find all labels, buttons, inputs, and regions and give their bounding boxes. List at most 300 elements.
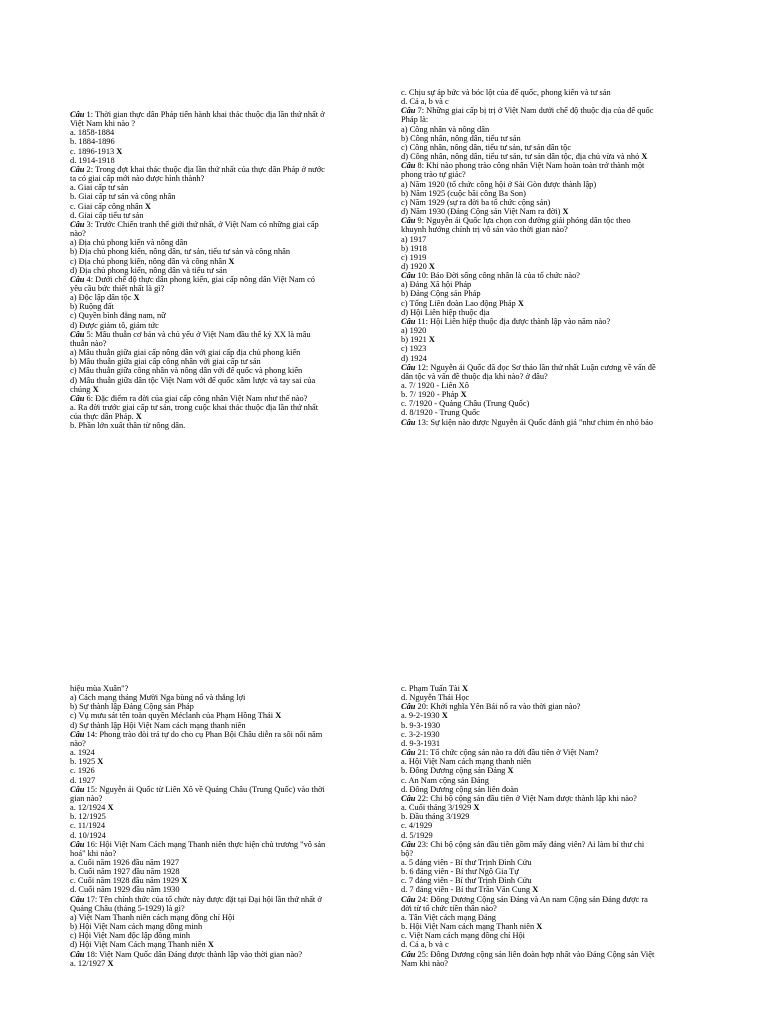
question-number: 20 <box>417 702 426 712</box>
text-line <box>401 134 711 143</box>
line-text: b) 1921 <box>401 335 427 345</box>
question-number: 1 <box>86 110 91 119</box>
question-text: : Đông Dương Cộng sản Đảng và An nam Cộng sản Đảng được ra <box>425 894 648 904</box>
question-number: 8 <box>417 161 422 171</box>
question-line <box>401 950 711 959</box>
answer-mark: X <box>92 384 99 394</box>
text-line <box>401 143 711 152</box>
text-line <box>70 913 370 922</box>
text-line <box>70 412 370 421</box>
line-text: b) Công nhân, nông dân, tiểu tư sản <box>401 133 521 143</box>
question-line <box>70 394 370 403</box>
question-number: 3 <box>86 219 91 229</box>
question-text: : Dưới chế độ thực dân phong kiến, giai cấp nông dân Việt Nam có <box>90 274 315 284</box>
line-text: a. Giai cấp tư sản <box>70 183 129 193</box>
text-line <box>70 403 370 412</box>
line-text: c. 7 đảng viên - Bí thư Trịnh Đình Cửu <box>401 876 532 886</box>
text-line <box>401 170 711 179</box>
text-line <box>70 849 370 858</box>
question-line <box>70 165 370 174</box>
text-line <box>70 156 370 165</box>
text-line <box>70 885 370 894</box>
line-text: a. 12/1927 <box>70 958 106 968</box>
line-text: d. Đông Dương cộng sản liên đoàn <box>401 784 519 794</box>
line-text: của thực dân Pháp. <box>70 412 134 422</box>
text-line <box>401 730 711 739</box>
text-line <box>70 867 370 876</box>
question-line <box>401 271 711 280</box>
line-text: b. Phần lớn xuất thân từ nông dân. <box>70 421 186 431</box>
question-line <box>70 730 370 739</box>
question-line <box>70 950 370 959</box>
text-line <box>401 280 711 289</box>
text-line <box>70 357 370 366</box>
line-text: a) Năm 1920 (tổ chức công hội ở Sài Gòn được thành lập) <box>401 179 597 189</box>
text-line <box>401 299 711 308</box>
text-line <box>70 211 370 220</box>
question-line <box>401 840 711 849</box>
text-line <box>70 119 370 128</box>
text-line <box>401 849 711 858</box>
text-line <box>70 183 370 192</box>
question-text: : Đông Dương cộng sản liên đoàn hợp nhất vào Đảng Cộng sản Việt <box>425 949 655 959</box>
text-line <box>70 904 370 913</box>
line-text: a. 9-2-1930 <box>401 711 440 721</box>
line-text: b) Năm 1925 (cuộc bãi công Ba Son) <box>401 188 526 198</box>
line-text: d. 7 đảng viên - Bí thư Trần Văn Cung <box>401 885 531 895</box>
line-text: b. Đầu tháng 3/1929 <box>401 812 470 822</box>
question-number: 14 <box>86 729 95 739</box>
question-line <box>401 895 711 904</box>
line-text: d. 1927 <box>70 775 96 785</box>
question-number: 12 <box>417 362 426 372</box>
line-text: a. 1858-1884 <box>70 128 115 138</box>
line-text: a. Cuối tháng 3/1929 <box>401 803 472 813</box>
text-line <box>401 244 711 253</box>
line-text: b. 1884-1896 <box>70 137 115 147</box>
column-top-right <box>401 88 711 427</box>
text-line <box>401 739 711 748</box>
text-line <box>401 959 711 968</box>
answer-mark: X <box>228 256 235 266</box>
text-line <box>401 225 711 234</box>
text-line <box>401 931 711 940</box>
line-text: a. 7/ 1920 - Liên Xô <box>401 381 469 390</box>
question-text: : Nguyễn ái Quốc lựa chọn con đường giải phóng dân tộc theo <box>421 216 631 226</box>
question-label: Câu <box>70 839 85 849</box>
question-line <box>401 794 711 803</box>
line-text: c. 1896-1913 <box>70 146 115 156</box>
line-text: c. Việt Nam cách mạng đồng chí Hội <box>401 931 526 941</box>
text-line <box>401 189 711 198</box>
text-line <box>70 293 370 302</box>
line-text: a) Địa chủ phong kiến và nông dân <box>70 238 188 248</box>
text-line <box>401 399 711 408</box>
line-text: b. Cuối năm 1927 đầu năm 1928 <box>70 867 180 877</box>
line-text: b. 12/1925 <box>70 812 106 822</box>
line-text: c) Mâu thuẫn giữa công nhân và nông dân với đế quốc và phong kiến <box>70 366 303 376</box>
question-number: 18 <box>86 949 95 959</box>
line-text: d) 1924 <box>401 353 427 363</box>
question-text: : Trong đợt khai thác thuộc địa lần thứ nhất của thực dân Pháp ở nước <box>90 164 325 174</box>
answer-mark: X <box>133 293 140 303</box>
text-line <box>70 284 370 293</box>
line-text: a) 1920 <box>401 326 427 336</box>
text-line <box>70 776 370 785</box>
line-text: d. 9-3-1931 <box>401 738 441 748</box>
text-line <box>401 152 711 161</box>
text-line <box>70 739 370 748</box>
line-text: a) Mâu thuẫn giữa giai cấp nông dân với giai cấp địa chủ phong kiến <box>70 348 301 358</box>
line-text: chúng <box>70 384 91 394</box>
question-line <box>70 330 370 339</box>
question-line <box>401 418 711 427</box>
line-text: đời từ tổ chức tiền thân nào? <box>401 903 497 913</box>
question-line <box>401 106 711 115</box>
question-text: : Tổ chức cộng sản nào ra đời đầu tiên ở Việt Nam? <box>425 748 599 758</box>
question-number: 23 <box>417 839 426 849</box>
line-text: c. 4/1929 <box>401 821 433 831</box>
line-text: c. Giai cấp công nhân <box>70 201 143 211</box>
line-text: c) Công nhân, nông dân, tiểu tư sản, tư sản dân tộc <box>401 142 572 152</box>
answer-mark: X <box>144 201 151 211</box>
line-text: c. 1926 <box>70 766 95 776</box>
text-line <box>70 137 370 146</box>
answer-mark: X <box>641 152 648 162</box>
text-line <box>70 376 370 385</box>
text-line <box>401 354 711 363</box>
question-label: Câu <box>401 748 416 758</box>
line-text: hoá" khi nào? <box>70 848 117 858</box>
line-text: c) 1923 <box>401 344 427 354</box>
text-line <box>70 711 370 720</box>
question-line <box>401 216 711 225</box>
answer-mark: X <box>507 766 514 776</box>
text-line <box>70 302 370 311</box>
text-line <box>70 247 370 256</box>
line-text: nào? <box>70 229 86 239</box>
column-bottom-left <box>70 684 370 968</box>
question-label: Câu <box>70 949 85 959</box>
line-text: Pháp là: <box>401 115 429 125</box>
line-text: b) Đảng Cộng sản Pháp <box>401 289 481 299</box>
text-line <box>70 257 370 266</box>
text-line <box>70 266 370 275</box>
question-label: Câu <box>70 164 85 174</box>
question-label: Câu <box>401 894 416 904</box>
line-text: c) Tổng Liên đoàn Lao động Pháp <box>401 298 516 308</box>
question-label: Câu <box>401 106 416 116</box>
text-line <box>401 940 711 949</box>
line-text: c) Hội Việt Nam độc lập đồng minh <box>70 931 191 941</box>
text-line <box>70 959 370 968</box>
line-text: b. 1925 <box>70 757 96 767</box>
line-text: b) Hội Việt Nam cách mạng đồng minh <box>70 922 203 932</box>
line-text: a. 1924 <box>70 748 95 758</box>
line-text: b. Đông Dương cộng sản Đảng <box>401 766 506 776</box>
question-number: 13 <box>417 417 426 427</box>
text-line <box>401 867 711 876</box>
text-line <box>401 757 711 766</box>
text-line <box>401 711 711 720</box>
text-line <box>70 693 370 702</box>
line-text: a. 5 đảng viên - Bí thư Trịnh Đình Cửu <box>401 857 532 867</box>
text-line <box>401 88 711 97</box>
text-line <box>70 931 370 940</box>
question-text: : Hội Liên hiệp thuộc địa được thành lập vào năm nào? <box>425 316 611 326</box>
text-line <box>70 174 370 183</box>
text-line <box>401 766 711 775</box>
line-text: nào? <box>70 738 86 748</box>
line-text: b. 7/ 1920 - Pháp <box>401 390 459 400</box>
answer-mark: X <box>536 922 543 932</box>
line-text: Nam khi nào? <box>401 958 448 968</box>
line-text: a) Công nhân và nông dân <box>401 124 490 134</box>
question-line <box>70 220 370 229</box>
line-text: d) 1920 <box>401 261 427 271</box>
line-text: d. Giai cấp tiểu tư sản <box>70 210 144 220</box>
line-text: d) Mâu thuẫn giữa dân tộc Việt Nam với đế quốc xâm lược và tay sai của <box>70 375 316 385</box>
question-number: 17 <box>86 894 95 904</box>
question-label: Câu <box>401 702 416 712</box>
text-line <box>70 147 370 156</box>
question-text: : Phong trào đòi trả tự do cho cụ Phan Bội Châu diễn ra sôi nổi năm <box>94 729 323 739</box>
line-text: d. Nguyễn Thái Học <box>401 693 470 703</box>
line-text: Việt Nam khi nào ? <box>70 119 136 129</box>
line-text: phong trào tự giác? <box>401 170 466 180</box>
line-text: b. 6 đảng viên - Bí thư Ngô Gia Tự <box>401 867 519 877</box>
text-line <box>401 776 711 785</box>
text-line <box>401 198 711 207</box>
question-number: 5 <box>86 329 91 339</box>
line-text: Quảng Châu (tháng 5-1929) là gì? <box>70 903 185 913</box>
line-text: d) Được giảm tô, giảm tức <box>70 320 159 330</box>
question-number: 15 <box>86 784 95 794</box>
line-text: d. 5/1929 <box>401 830 433 840</box>
answer-mark: X <box>107 958 114 968</box>
text-line <box>70 229 370 238</box>
text-line <box>70 238 370 247</box>
answer-mark: X <box>135 412 142 422</box>
question-label: Câu <box>401 161 416 171</box>
line-text: b) Ruộng đất <box>70 302 114 312</box>
question-label: Câu <box>401 362 416 372</box>
line-text: c) Năm 1929 (sự ra đời ba tổ chức cộng sản) <box>401 197 551 207</box>
answer-mark: X <box>441 711 448 721</box>
question-number: 2 <box>86 164 91 174</box>
line-text: b. 9-3-1930 <box>401 720 441 730</box>
question-label: Câu <box>401 949 416 959</box>
question-text: : Khởi nghĩa Yên Bái nổ ra vào thời gian nào? <box>425 702 581 712</box>
question-line <box>401 161 711 170</box>
line-text: b) 1918 <box>401 243 427 253</box>
text-line <box>401 207 711 216</box>
text-line <box>401 858 711 867</box>
question-number: 4 <box>86 274 91 284</box>
line-text: a. Cuối năm 1926 đầu năm 1927 <box>70 857 180 867</box>
question-number: 16 <box>86 839 95 849</box>
text-line <box>401 326 711 335</box>
column-bottom-right <box>401 684 711 968</box>
line-text: c. An Nam cộng sản Đảng <box>401 775 489 785</box>
question-line <box>70 840 370 849</box>
question-label: Câu <box>70 393 85 403</box>
line-text: d) Hội Liên hiệp thuộc địa <box>401 307 490 317</box>
line-text: a) Cách mạng tháng Mười Nga bùng nổ và thắng lợi <box>70 693 246 703</box>
question-label: Câu <box>401 839 416 849</box>
answer-mark: X <box>473 803 480 813</box>
line-text: c. 7/1920 - Quảng Châu (Trung Quốc) <box>401 399 530 409</box>
text-line <box>70 757 370 766</box>
line-text: c. Phạm Tuấn Tài <box>401 684 460 693</box>
line-text: c) Quyền bình đẳng nam, nữ <box>70 311 166 321</box>
question-text: : Nguyễn ái Quốc đã đọc Sơ thảo lần thứ nhất Luận cương về vấn đề <box>425 362 656 372</box>
line-text: d) Công nhân, nông dân, tiểu tư sản, tư sản dân tộc, địa chủ vừa và nhỏ <box>401 152 640 162</box>
question-label: Câu <box>70 329 85 339</box>
line-text: bộ? <box>401 848 414 858</box>
text-line <box>401 289 711 298</box>
answer-mark: X <box>116 146 123 156</box>
text-line <box>401 372 711 381</box>
text-line <box>70 311 370 320</box>
text-line <box>401 381 711 390</box>
line-text: b) Mâu thuẫn giữa giai cấp công nhân với giai cấp tư sản <box>70 357 261 367</box>
line-text: b. Hội Việt Nam cách mạng Thanh niên <box>401 922 535 932</box>
question-label: Câu <box>401 417 416 427</box>
line-text: a. Ra đời trước giai cấp tư sản, trong cuộc khai thác thuộc địa lần thứ nhất <box>70 403 319 412</box>
answer-mark: X <box>107 803 114 813</box>
question-text: : Nguyễn ái Quốc từ Liên Xô về Quảng Châu (Trung Quốc) vào thời <box>94 784 325 794</box>
text-line <box>401 812 711 821</box>
question-text: : Tên chính thức của tổ chức này được đặt tại Đại hội lần thứ nhất ở <box>94 894 322 904</box>
question-number: 9 <box>417 216 422 226</box>
text-line <box>401 235 711 244</box>
answer-mark: X <box>462 684 469 693</box>
line-text: c) Vụ mưu sát tên toàn quyền Méclanh của Phạm Hồng Thái <box>70 711 274 721</box>
text-line <box>70 128 370 137</box>
question-label: Câu <box>70 274 85 284</box>
question-label: Câu <box>401 316 416 326</box>
question-number: 25 <box>417 949 426 959</box>
line-text: ta có giai cấp mới nào được hình thành? <box>70 174 205 184</box>
text-line <box>70 803 370 812</box>
text-line <box>401 390 711 399</box>
question-number: 11 <box>417 316 426 326</box>
text-line <box>70 366 370 375</box>
text-line <box>401 684 711 693</box>
text-line <box>70 702 370 711</box>
text-line <box>401 262 711 271</box>
question-text: : Chi bộ cộng sản đầu tiên gồm mấy đảng viên? Ai làm bí thư chi <box>425 839 645 849</box>
line-text: d) Năm 1930 (Đảng Cộng sản Việt Nam ra đời) <box>401 207 561 217</box>
question-text: : Mâu thuẫn cơ bản và chủ yếu ở Việt Nam đầu thế kỷ XX là mâu <box>90 329 311 339</box>
question-text: : Khi nào phong trào công nhân Việt Nam hoàn toàn trở thành một <box>421 161 645 171</box>
text-line <box>70 192 370 201</box>
question-line <box>70 110 370 119</box>
text-line <box>401 876 711 885</box>
question-label: Câu <box>70 784 85 794</box>
question-text: : Việt Nam Quốc dân Đảng được thành lập vào thời gian nào? <box>94 949 303 959</box>
line-text: b) Địa chủ phong kiến, nông dân, tư sản, tiểu tư sản và công nhân <box>70 247 291 257</box>
answer-mark: X <box>207 940 214 950</box>
line-text: thuẫn nào? <box>70 338 107 348</box>
line-text: a) Việt Nam Thanh niên cách mạng đồng chí Hội <box>70 912 235 922</box>
answer-mark: X <box>532 885 539 895</box>
line-text: c) Địa chủ phong kiến, nông dân và công nhân <box>70 256 227 266</box>
line-text: c. 3-2-1930 <box>401 729 440 739</box>
line-text: d. Cuối năm 1929 đầu năm 1930 <box>70 885 180 895</box>
question-label: Câu <box>70 894 85 904</box>
text-line <box>70 831 370 840</box>
answer-mark: X <box>460 390 467 400</box>
question-line <box>70 785 370 794</box>
line-text: c) 1919 <box>401 252 427 262</box>
line-text: d) Địa chủ phong kiến, nông dân và tiểu tư sản <box>70 265 227 275</box>
line-text: b. Giai cấp tư sản và công nhân <box>70 192 176 202</box>
text-line <box>401 885 711 894</box>
text-line <box>401 308 711 317</box>
answer-mark: X <box>428 335 435 345</box>
text-line <box>401 904 711 913</box>
line-text: d. Cả a, b và c <box>401 97 449 107</box>
text-line <box>401 115 711 124</box>
text-line <box>70 794 370 803</box>
line-text: gian nào? <box>70 793 103 803</box>
line-text: dân tộc và vấn đề thuộc địa khi nào? ở đâu? <box>401 371 548 381</box>
question-text: : Chi bộ cộng sản đầu tiên ở Việt Nam được thành lập khi nào? <box>425 793 637 803</box>
text-line <box>401 785 711 794</box>
line-text: khuynh hướng chính trị vô sản vào thời gian nào? <box>401 225 568 235</box>
line-text: a) Đảng Xã hội Pháp <box>401 280 472 290</box>
text-line <box>70 202 370 211</box>
text-line <box>70 421 370 430</box>
line-text: a) 1917 <box>401 234 427 244</box>
text-line <box>70 684 370 693</box>
question-number: 7 <box>417 106 422 116</box>
answer-mark: X <box>181 876 188 886</box>
line-text: hiệu mùa Xuân"? <box>70 684 129 693</box>
text-line <box>70 721 370 730</box>
question-label: Câu <box>70 729 85 739</box>
line-text: c. 11/1924 <box>70 821 106 831</box>
line-text: b) Sự thành lập Đảng Cộng sản Pháp <box>70 702 194 712</box>
answer-mark: X <box>275 711 282 721</box>
line-text: d. 1914-1918 <box>70 155 115 165</box>
question-number: 6 <box>86 393 91 403</box>
question-text: : Đặc điểm ra đời của giai cấp công nhân Việt Nam như thế nào? <box>90 393 308 403</box>
text-line <box>70 858 370 867</box>
text-line <box>70 321 370 330</box>
text-line <box>70 821 370 830</box>
question-text: : Báo Đời sống công nhân là của tổ chức nào? <box>425 271 580 281</box>
text-line <box>70 748 370 757</box>
text-line <box>401 922 711 931</box>
answer-mark: X <box>517 298 524 308</box>
text-line <box>70 385 370 394</box>
question-label: Câu <box>70 219 85 229</box>
question-text: : Thời gian thực dân Pháp tiến hành khai thác thuộc địa lần thứ nhất ở <box>90 110 325 119</box>
question-number: 24 <box>417 894 426 904</box>
question-number: 10 <box>417 271 426 281</box>
line-text: c. Chịu sự áp bức và bóc lột của đế quốc, phong kiến và tư sản <box>401 88 611 97</box>
answer-mark: X <box>97 757 104 767</box>
answer-mark: X <box>562 207 569 217</box>
text-line <box>70 876 370 885</box>
question-label: Câu <box>401 216 416 226</box>
text-line <box>401 721 711 730</box>
question-line <box>401 748 711 757</box>
question-number: 22 <box>417 793 426 803</box>
